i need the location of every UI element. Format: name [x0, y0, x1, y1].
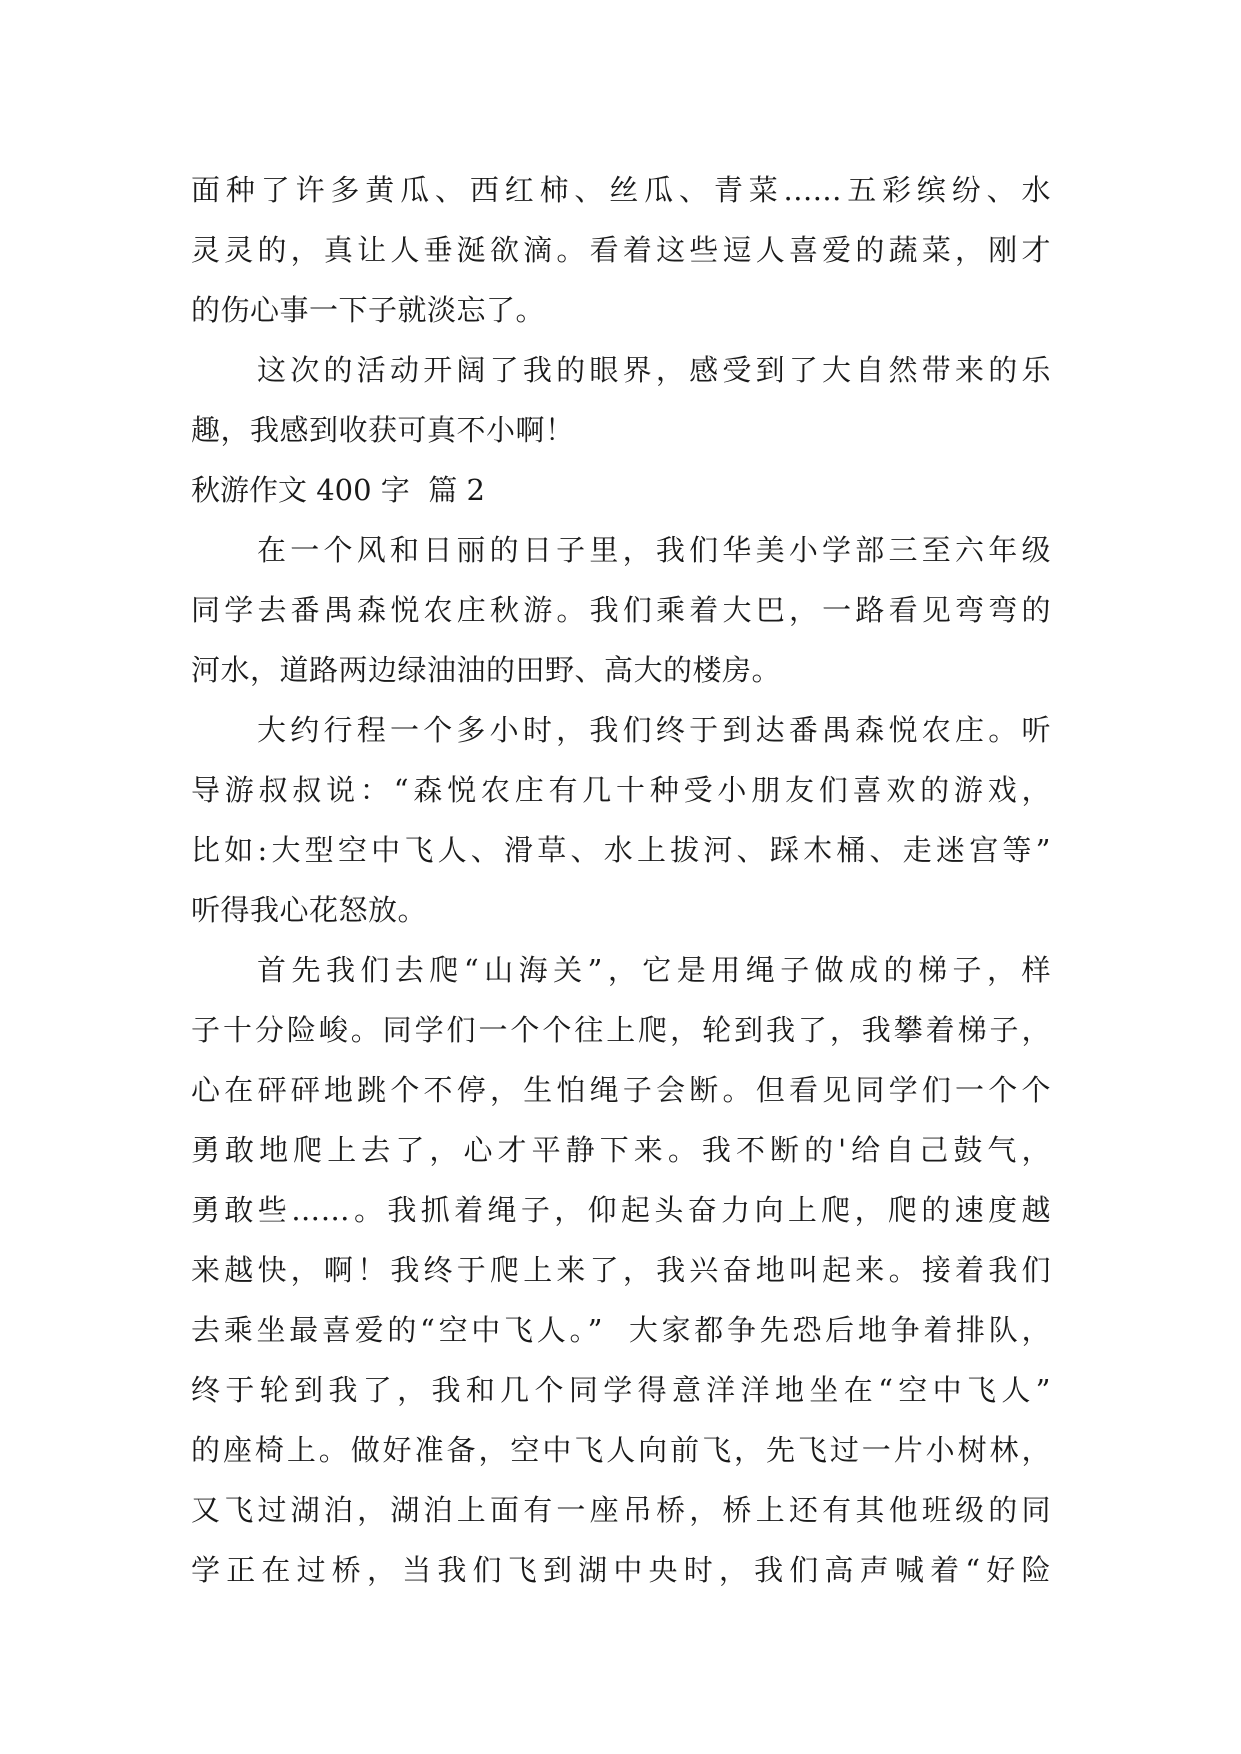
- text-line: 听得我心花怒放。: [191, 893, 428, 927]
- text-line: 导游叔叔说：“森悦农庄有几十种受小朋友们喜欢的游戏，: [191, 773, 1051, 807]
- text-line: 勇敢地爬上去了，心才平静下来。我不断的'给自己鼓气，: [191, 1133, 1051, 1167]
- text-line: 灵灵的，真让人垂涎欲滴。看着这些逗人喜爱的蔬菜，刚才: [191, 233, 1051, 267]
- text-line: 河水，道路两边绿油油的田野、高大的楼房。: [191, 653, 782, 687]
- text-line: 终于轮到我了，我和几个同学得意洋洋地坐在“空中飞人”: [191, 1373, 1051, 1407]
- text-line: 比如:大型空中飞人、滑草、水上拔河、踩木桶、走迷宫等”: [191, 833, 1051, 867]
- section-heading: 秋游作文 400 字 篇 2: [191, 473, 485, 507]
- paragraph-first-line: 大约行程一个多小时，我们终于到达番禺森悦农庄。听: [257, 713, 1051, 747]
- text-line: 来越快，啊！我终于爬上来了，我兴奋地叫起来。接着我们: [191, 1253, 1051, 1287]
- text-line: 面种了许多黄瓜、西红柿、丝瓜、青菜......五彩缤纷、水: [191, 173, 1051, 207]
- document-body: [191, 160, 1051, 1600]
- paragraph-first-line: 首先我们去爬“山海关”，它是用绳子做成的梯子，样: [257, 953, 1051, 987]
- text-line: 趣，我感到收获可真不小啊！: [191, 413, 575, 447]
- text-line: 同学去番禺森悦农庄秋游。我们乘着大巴，一路看见弯弯的: [191, 593, 1051, 627]
- text-line: 学正在过桥，当我们飞到湖中央时，我们高声喊着“好险: [191, 1553, 1051, 1587]
- text-line: 的座椅上。做好准备，空中飞人向前飞，先飞过一片小树林，: [191, 1433, 1051, 1467]
- text-line: 去乘坐最喜爱的“空中飞人。” 大家都争先恐后地争着排队，: [191, 1313, 1051, 1347]
- text-line: 勇敢些……。我抓着绳子，仰起头奋力向上爬，爬的速度越: [191, 1193, 1051, 1227]
- text-line: 的伤心事一下子就淡忘了。: [191, 293, 546, 327]
- paragraph-first-line: 在一个风和日丽的日子里，我们华美小学部三至六年级: [257, 533, 1051, 567]
- paragraph-first-line: 这次的活动开阔了我的眼界，感受到了大自然带来的乐: [257, 353, 1051, 387]
- text-line: 又飞过湖泊，湖泊上面有一座吊桥，桥上还有其他班级的同: [191, 1493, 1051, 1527]
- text-line: 心在砰砰地跳个不停，生怕绳子会断。但看见同学们一个个: [191, 1073, 1051, 1107]
- text-line: 子十分险峻。同学们一个个往上爬，轮到我了，我攀着梯子，: [191, 1013, 1051, 1047]
